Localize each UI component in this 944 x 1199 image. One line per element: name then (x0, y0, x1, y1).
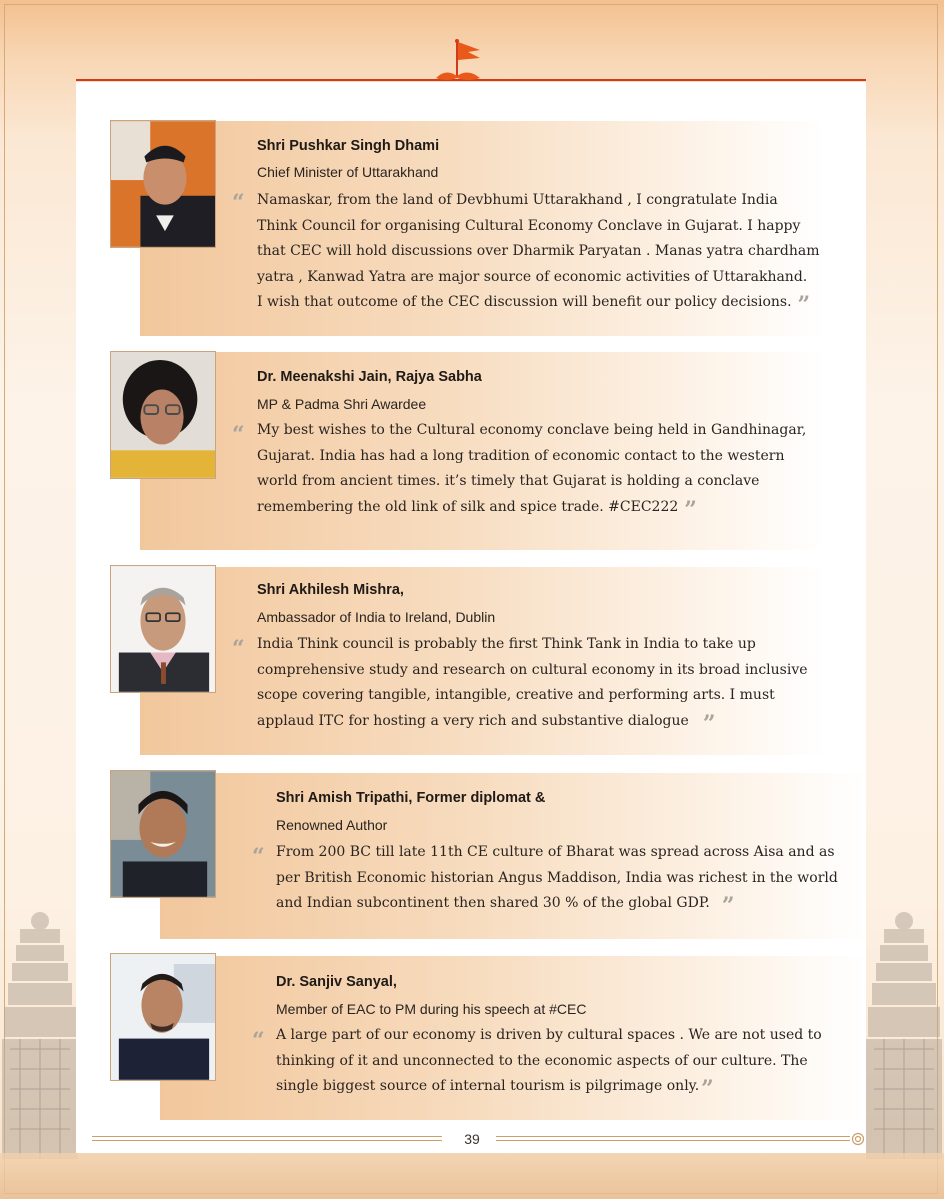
saffron-flag-icon (428, 38, 488, 84)
speaker-name: Dr. Meenakshi Jain, Rajya Sabha (257, 369, 482, 385)
quote-line: per British Economic historian Angus Maddison, India was richest in the world (276, 869, 838, 886)
quote-line: applaud ITC for hosting a very rich and substantive dialogue (257, 712, 689, 729)
quote-line: yatra , Kanwad Yatra are major source of economic activities of Uttarakhand. (257, 268, 808, 285)
quote-line: I wish that outcome of the CEC discussion will benefit our policy decisions. (257, 294, 792, 310)
quote-line: Namaskar, from the land of Devbhumi Uttarakhand , I congratulate India (257, 192, 778, 208)
quote-line: My best wishes to the Cultural economy conclave being held in Gandhinagar, (257, 422, 807, 438)
close-quote-icon: ” (701, 1076, 714, 1102)
quote-line: thinking of it and unconnected to the economic aspects of our culture. The (276, 1052, 808, 1069)
open-quote-icon: “ (252, 844, 265, 870)
open-quote-icon: “ (252, 1028, 265, 1054)
speaker-role: Renowned Author (276, 817, 388, 833)
quote-line: that CEC will hold discussions over Dharmik Paryatan . Manas yatra chardham (257, 243, 820, 259)
portrait-photo-tripathi (110, 770, 216, 898)
temple-illustration-right (864, 909, 944, 1159)
quote-line: and Indian subcontinent then shared 30 % of the global GDP. (276, 895, 710, 911)
speaker-role: Member of EAC to PM during his speech at #CEC (276, 1001, 587, 1017)
quote-line: A large part of our economy is driven by cultural spaces . We are not used to (276, 1027, 822, 1043)
speaker-role: MP & Padma Shri Awardee (257, 396, 427, 412)
quote-text (276, 840, 838, 917)
quote-line: scope covering tangible, intangible, creative and performing arts. I must (257, 687, 775, 703)
portrait-photo-dhami (110, 120, 216, 248)
open-quote-icon: “ (232, 422, 245, 448)
speaker-name: Shri Akhilesh Mishra, (257, 582, 404, 598)
footer-rule-right (496, 1136, 850, 1137)
portrait-photo-sanyal (110, 953, 216, 1081)
quote-line: single biggest source of internal tourism is pilgrimage only. (276, 1078, 700, 1094)
open-quote-icon: “ (232, 190, 245, 216)
portrait-photo-jain (110, 351, 216, 479)
temple-illustration-left (0, 909, 80, 1159)
quote-line: remembering the old link of silk and spice trade. #CEC222 (257, 498, 679, 515)
close-quote-icon: ” (797, 292, 811, 318)
close-quote-icon: ” (721, 893, 735, 919)
quote-line: India Think council is probably the first Think Tank in India to take up (257, 636, 756, 652)
close-quote-icon: ” (684, 496, 697, 523)
bottom-decorative-band (0, 1153, 944, 1199)
speaker-role: Chief Minister of Uttarakhand (257, 164, 439, 180)
quote-text (257, 418, 807, 523)
open-quote-icon: “ (232, 636, 245, 662)
speaker-name: Shri Amish Tripathi, Former diplomat & (276, 790, 546, 806)
swirl-ornament-icon (851, 1132, 865, 1146)
speaker-name: Shri Pushkar Singh Dhami (257, 138, 440, 154)
quote-text (276, 1023, 822, 1100)
quote-line: comprehensive study and research on cultural economy in its broad inclusive (257, 661, 808, 678)
speaker-role: Ambassador of India to Ireland, Dublin (257, 609, 496, 625)
footer-rule-left (92, 1136, 442, 1137)
quote-line: Gujarat. India has had a long tradition of economic contact to the western (257, 447, 785, 464)
quote-text (257, 188, 819, 316)
portrait-photo-mishra (110, 565, 216, 693)
quote-text (257, 632, 808, 737)
speaker-name: Dr. Sanjiv Sanyal, (276, 974, 397, 990)
quote-line: Think Council for organising Cultural Economy Conclave in Gujarat. I happy (257, 217, 801, 234)
quote-line: world from ancient times. it’s timely that Gujarat is holding a conclave (257, 473, 760, 489)
quote-line: From 200 BC till late 11th CE culture of Bharat was spread across Aisa and as (276, 844, 835, 860)
page-number: 39 (464, 1131, 480, 1147)
close-quote-icon: ” (702, 710, 716, 737)
